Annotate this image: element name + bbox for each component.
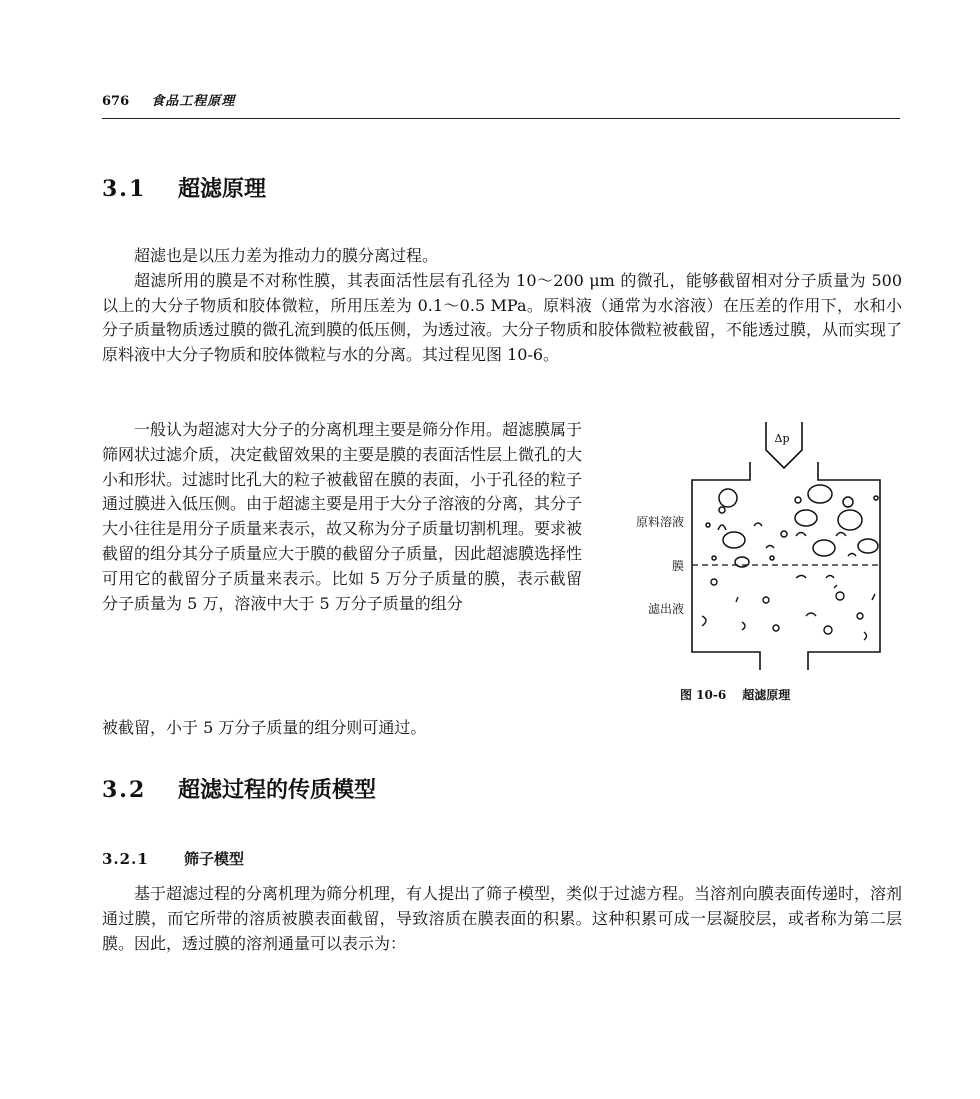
section-number: 3.2 <box>102 777 147 803</box>
paragraph: 超滤也是以压力差为推动力的膜分离过程。 <box>134 246 439 265</box>
subsection-number: 3.2.1 <box>102 850 149 868</box>
pressure-label: Δp <box>774 432 790 445</box>
section-heading-3-1 <box>102 175 266 203</box>
label-filtrate: 滤出液 <box>647 602 684 616</box>
wrapped-paragraph-tail: 被截留，小于 5 万分子质量的组分则可通过。 <box>102 718 427 737</box>
paragraph: 基于超滤过程的分离机理为筛分机理，有人提出了筛子模型，类似于过滤方程。当溶剂向膜表面传递时，溶剂通过膜，而它所带的溶质被膜表面截留，导致溶质在膜表面的积累。这种积累可成一层凝胶层，或者称为第二层膜。因此，透过膜的溶剂通量可以表示为： <box>102 884 903 953</box>
label-membrane: 膜 <box>671 559 684 573</box>
section-title: 超滤过程的传质模型 <box>178 777 377 803</box>
section-number: 3.1 <box>102 176 147 202</box>
book-title: 食品工程原理 <box>151 94 236 109</box>
figure-number: 图 10-6 <box>680 688 727 702</box>
subsection-title: 筛子模型 <box>184 850 245 868</box>
page-number: 676 <box>102 94 130 109</box>
section-title: 超滤原理 <box>178 176 267 202</box>
ultrafiltration-diagram <box>600 410 900 680</box>
section-3-1-body <box>102 244 902 368</box>
subsection-heading-3-2-1 <box>102 848 244 870</box>
paragraph: 一般认为超滤对大分子的分离机理主要是筛分作用。超滤膜属于筛网状过滤介质，决定截留效果的主要是膜的表面活性层上微孔的大小和形状。过滤时比孔大的粒子被截留在膜的表面，小于孔径的粒子通过膜进入低压侧。由于超滤主要是用于大分子溶液的分离，其分子大小往往是用分子质量来表示，故又称为分子质量切割机理。要求被截留的组分其分子质量应大于膜的截留分子质量，因此超滤膜选择性可用它的截留分子质量来表示。比如 5 万分子质量的膜，表示截留分子质量为 5 万，溶液中大于 5 万分子质量的组分 <box>102 420 583 613</box>
wrapped-paragraph-block <box>102 418 582 616</box>
figure-caption-text: 超滤原理 <box>742 688 791 702</box>
paragraph: 超滤所用的膜是不对称性膜，其表面活性层有孔径为 10～200 μm 的微孔，能够截留相对分子质量为 500 以上的大分子物质和胶体微粒，所用压差为 0.1～0.5 MPa。原料液（通常为水溶液）在压差的作用下，水和小分子质量物质透过膜的微孔流到膜的低压侧，为透过液。大分子物质和胶体微粒被截留，不能透过膜，从而实现了原料液中大分子物质和胶体微粒与水的分离。其过程见图 10-6。 <box>102 270 903 365</box>
figure-10-6 <box>600 410 900 720</box>
figure-caption <box>680 686 880 703</box>
label-feed-solution: 原料溶液 <box>635 515 684 529</box>
section-heading-3-2 <box>102 776 376 804</box>
page-header <box>102 92 900 119</box>
subsection-3-2-1-body <box>102 882 902 956</box>
